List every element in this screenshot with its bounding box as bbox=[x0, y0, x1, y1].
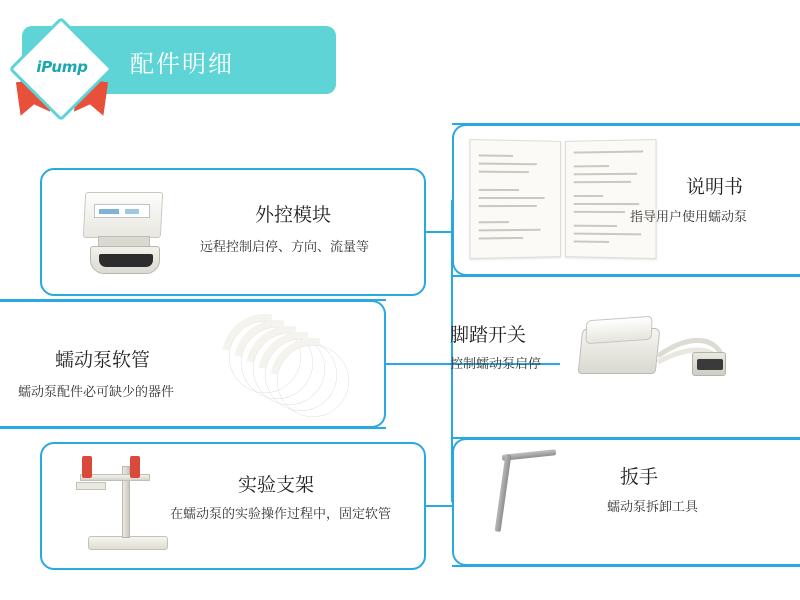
title-external-control-module: 外控模块 bbox=[255, 204, 332, 226]
desc-experiment-stand: 在蠕动泵的实验操作过程中，固定软管 bbox=[170, 507, 392, 522]
allen-wrench-photo bbox=[470, 448, 580, 540]
desc-foot-switch: 控制蠕动泵启停 bbox=[450, 357, 542, 372]
lab-stand-photo bbox=[70, 448, 190, 558]
external-control-module-photo bbox=[72, 192, 182, 278]
title-manual: 说明书 bbox=[686, 176, 744, 198]
title-wrench: 扳手 bbox=[620, 466, 659, 488]
title-experiment-stand: 实验支架 bbox=[238, 474, 315, 496]
logo-text: iPump bbox=[36, 58, 88, 76]
title-foot-switch: 脚踏开关 bbox=[450, 324, 527, 346]
manual-booklet-photo bbox=[470, 140, 660, 260]
desc-manual: 指导用户使用蠕动泵 bbox=[630, 210, 748, 225]
desc-peristaltic-pump-hose: 蠕动泵配件必可缺少的器件 bbox=[18, 385, 175, 400]
title-peristaltic-pump-hose: 蠕动泵软管 bbox=[55, 349, 151, 371]
page-title: 配件明细 bbox=[130, 50, 234, 78]
desc-wrench: 蠕动泵拆卸工具 bbox=[607, 500, 699, 515]
desc-external-control-module: 远程控制启停、方向、流量等 bbox=[200, 240, 370, 255]
silicone-hose-photo bbox=[222, 312, 382, 424]
ipump-logo bbox=[14, 28, 112, 112]
